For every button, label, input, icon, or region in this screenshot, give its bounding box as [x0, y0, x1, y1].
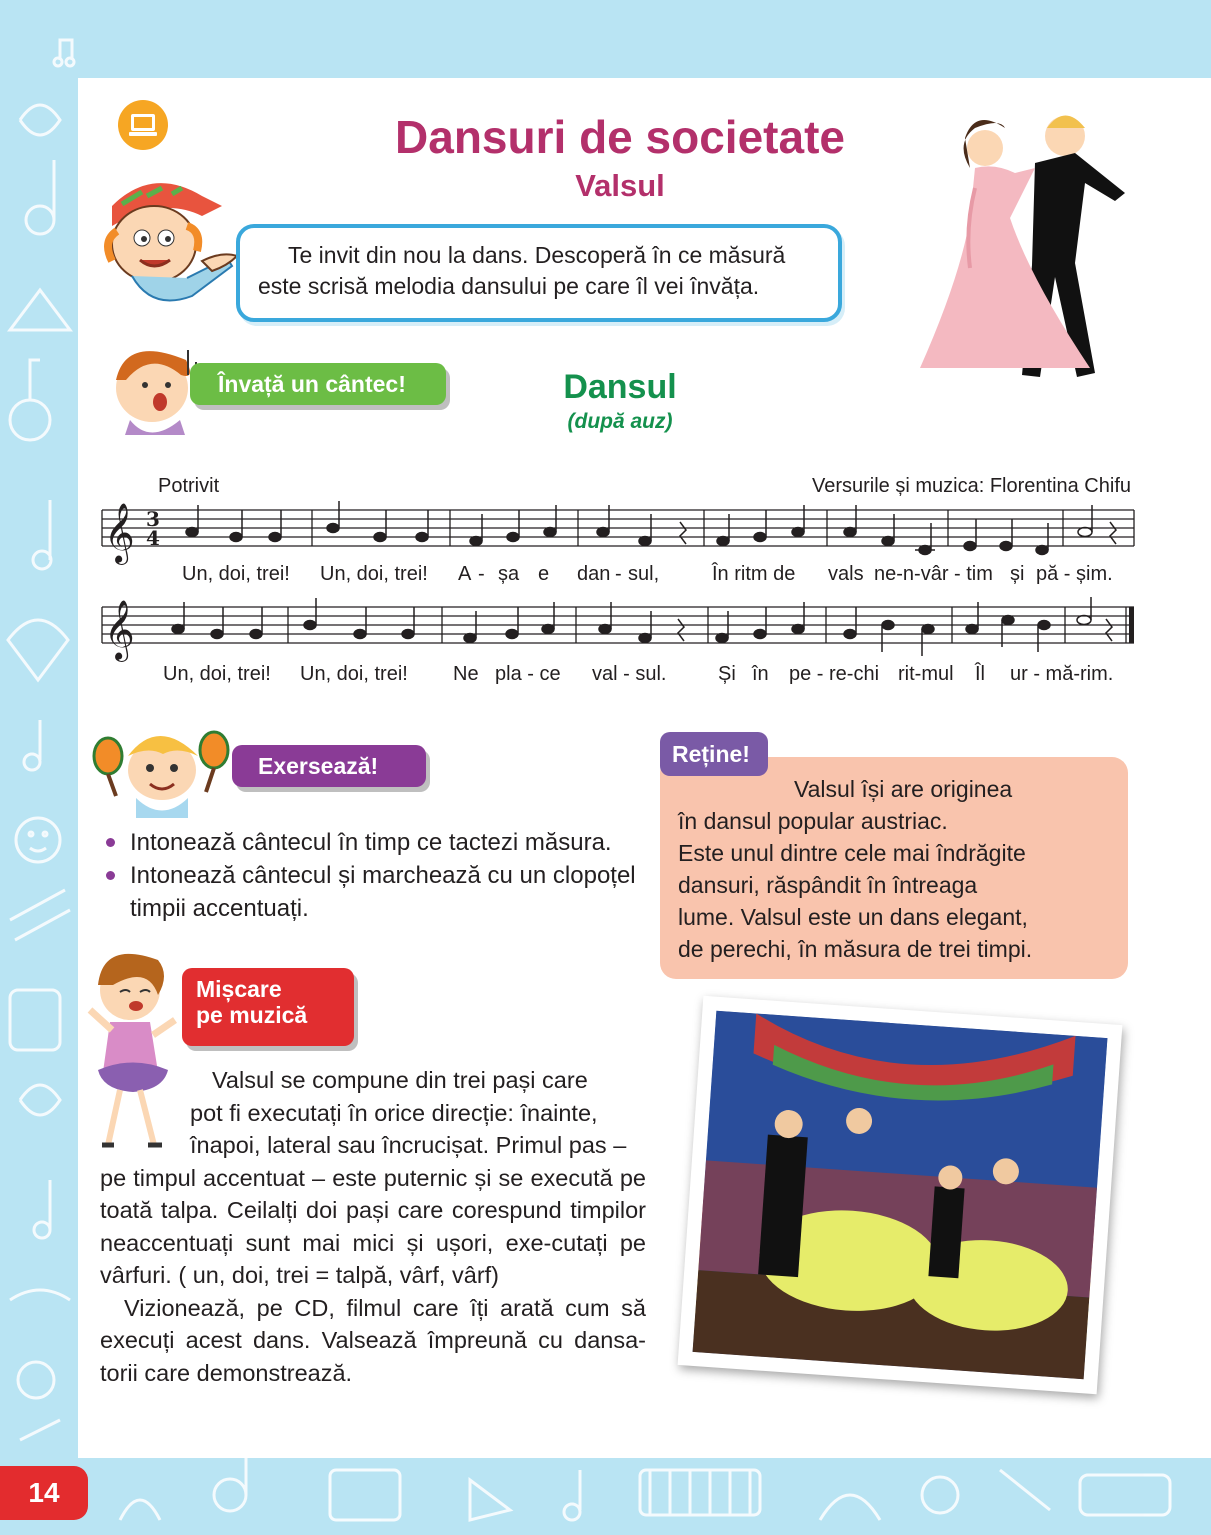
lyric-row2-2: Ne	[453, 663, 479, 685]
lyric-row2-1: Un, doi, trei!	[300, 663, 408, 685]
music-staff-row-1	[100, 500, 1136, 570]
lyric-row1-12: și	[1010, 563, 1025, 585]
left-frame	[0, 0, 78, 1535]
lyric-row2-7: pe - re-chi	[789, 663, 880, 685]
treble-clef-icon: 𝄞	[104, 600, 135, 660]
lyric-row1-10: vals	[828, 563, 864, 585]
lyric-row2-8: rit-mul	[898, 663, 954, 685]
page-title: Dansuri de societate	[395, 111, 845, 163]
movement-banner	[182, 968, 354, 1046]
lyric-row1-2: A	[458, 563, 472, 585]
movement-line-1: Valsul se compune din trei pași care	[212, 1067, 588, 1093]
remember-banner: Reține!	[660, 732, 768, 776]
remember-line-1: Valsul își are originea	[794, 776, 1013, 802]
treble-clef-icon: 𝄞	[104, 503, 135, 563]
computer-icon	[118, 100, 168, 150]
movement-paragraph-2: Vizionează, pe CD, filmul care îți arată cum să execuți acest dans. Valsează împreună cu dansa-torii care demonstrează.	[100, 1294, 646, 1386]
page-subtitle: Valsul	[575, 168, 665, 203]
lyric-row1-6: dan	[577, 563, 611, 585]
lyric-row1-5: e	[538, 563, 550, 585]
lyric-row2-6: în	[752, 663, 769, 685]
dancing-couple-illustration	[915, 108, 1140, 393]
remember-line-5: lume. Valsul este un dans elegant,	[678, 904, 1028, 930]
waltz-dancers-photo-frame	[678, 996, 1123, 1394]
exercise-item: Intonează cântecul și marchează cu un clopoțel timpii accentuați.	[104, 859, 644, 925]
remember-line-3: Este unul dintre cele mai îndrăgite	[678, 840, 1026, 866]
remember-line-4: dansuri, răspândit în întreaga	[678, 872, 978, 898]
maracas-kid-illustration	[86, 726, 236, 818]
movement-banner-line-1: Mișcare	[196, 976, 282, 1002]
movement-line-2: pot fi executați în orice direcție: înainte,	[190, 1099, 598, 1126]
movement-line-3: înapoi, lateral sau încrucișat. Primul pas –	[190, 1132, 627, 1158]
lyric-row1-7: -	[615, 563, 622, 585]
lyric-row1-0: Un, doi, trei!	[182, 563, 290, 585]
lyric-row1-3: -	[478, 563, 485, 585]
lyric-row2-5: Și	[718, 663, 736, 685]
lyric-row1-13: pă - șim.	[1036, 563, 1113, 585]
remember-box	[660, 757, 1128, 979]
lyric-row2-3: pla - ce	[495, 663, 561, 685]
song-title: Dansul	[563, 368, 677, 406]
intro-line-1: Te invit din nou la dans. Descoperă în ce măsură	[288, 242, 786, 268]
remember-line-6: de perechi, în măsura de trei timpi.	[678, 936, 1033, 962]
song-author: Versurile și muzica: Florentina Chifu	[811, 475, 1131, 497]
lyric-row1-9: În ritm de	[712, 563, 796, 585]
waltz-dancers-photo-art	[693, 1011, 1108, 1380]
lyric-row2-4: val - sul.	[592, 663, 667, 685]
time-signature-bottom: 4	[146, 526, 160, 550]
song-subtitle: (după auz)	[567, 410, 673, 433]
movement-text	[100, 1064, 646, 1389]
exercise-item: Intonează cântecul în timp ce tactezi măsura.	[104, 826, 644, 859]
time-signature-top: 3	[146, 507, 160, 531]
bottom-frame	[0, 1458, 1211, 1535]
lyric-row2-10: ur - mă-rim.	[1010, 663, 1114, 685]
lyric-row1-11: ne-n-vâr - tim	[874, 563, 993, 585]
intro-line-2: este scrisă melodia dansului pe care îl vei învăța.	[258, 273, 760, 299]
movement-paragraph-rest: pe timpul accentuat – este puternic și se execută pe toată talpa. Ceilalți doi pași care corespund timpilor neaccentuați sunt mai mici și ușori, exe-cutați pe vârfuri. ( un, doi, trei = talpă, vârf, vârf)	[100, 1164, 646, 1288]
top-frame	[0, 0, 1211, 78]
waltz-dancers-photo	[693, 1011, 1108, 1380]
lyric-row1-8: sul,	[628, 563, 660, 585]
lyric-row2-9: Îl	[975, 663, 985, 685]
intro-speech-box	[236, 224, 842, 322]
exercise-banner: Exersează!	[232, 745, 426, 787]
boy-mascot-illustration	[92, 176, 242, 316]
music-staff-row-2	[100, 597, 1136, 667]
exercise-list	[104, 826, 644, 925]
learn-song-banner: Învață un cântec!	[190, 363, 446, 405]
movement-banner-line-2: pe muzică	[196, 1002, 308, 1028]
page-number: 14	[0, 1466, 88, 1520]
lyric-row2-0: Un, doi, trei!	[163, 663, 271, 685]
tempo-marking: Potrivit	[158, 475, 220, 497]
remember-line-2: în dansul popular austriac.	[678, 808, 948, 834]
lyric-row1-1: Un, doi, trei!	[320, 563, 428, 585]
lyric-row1-4: șa	[498, 563, 520, 585]
